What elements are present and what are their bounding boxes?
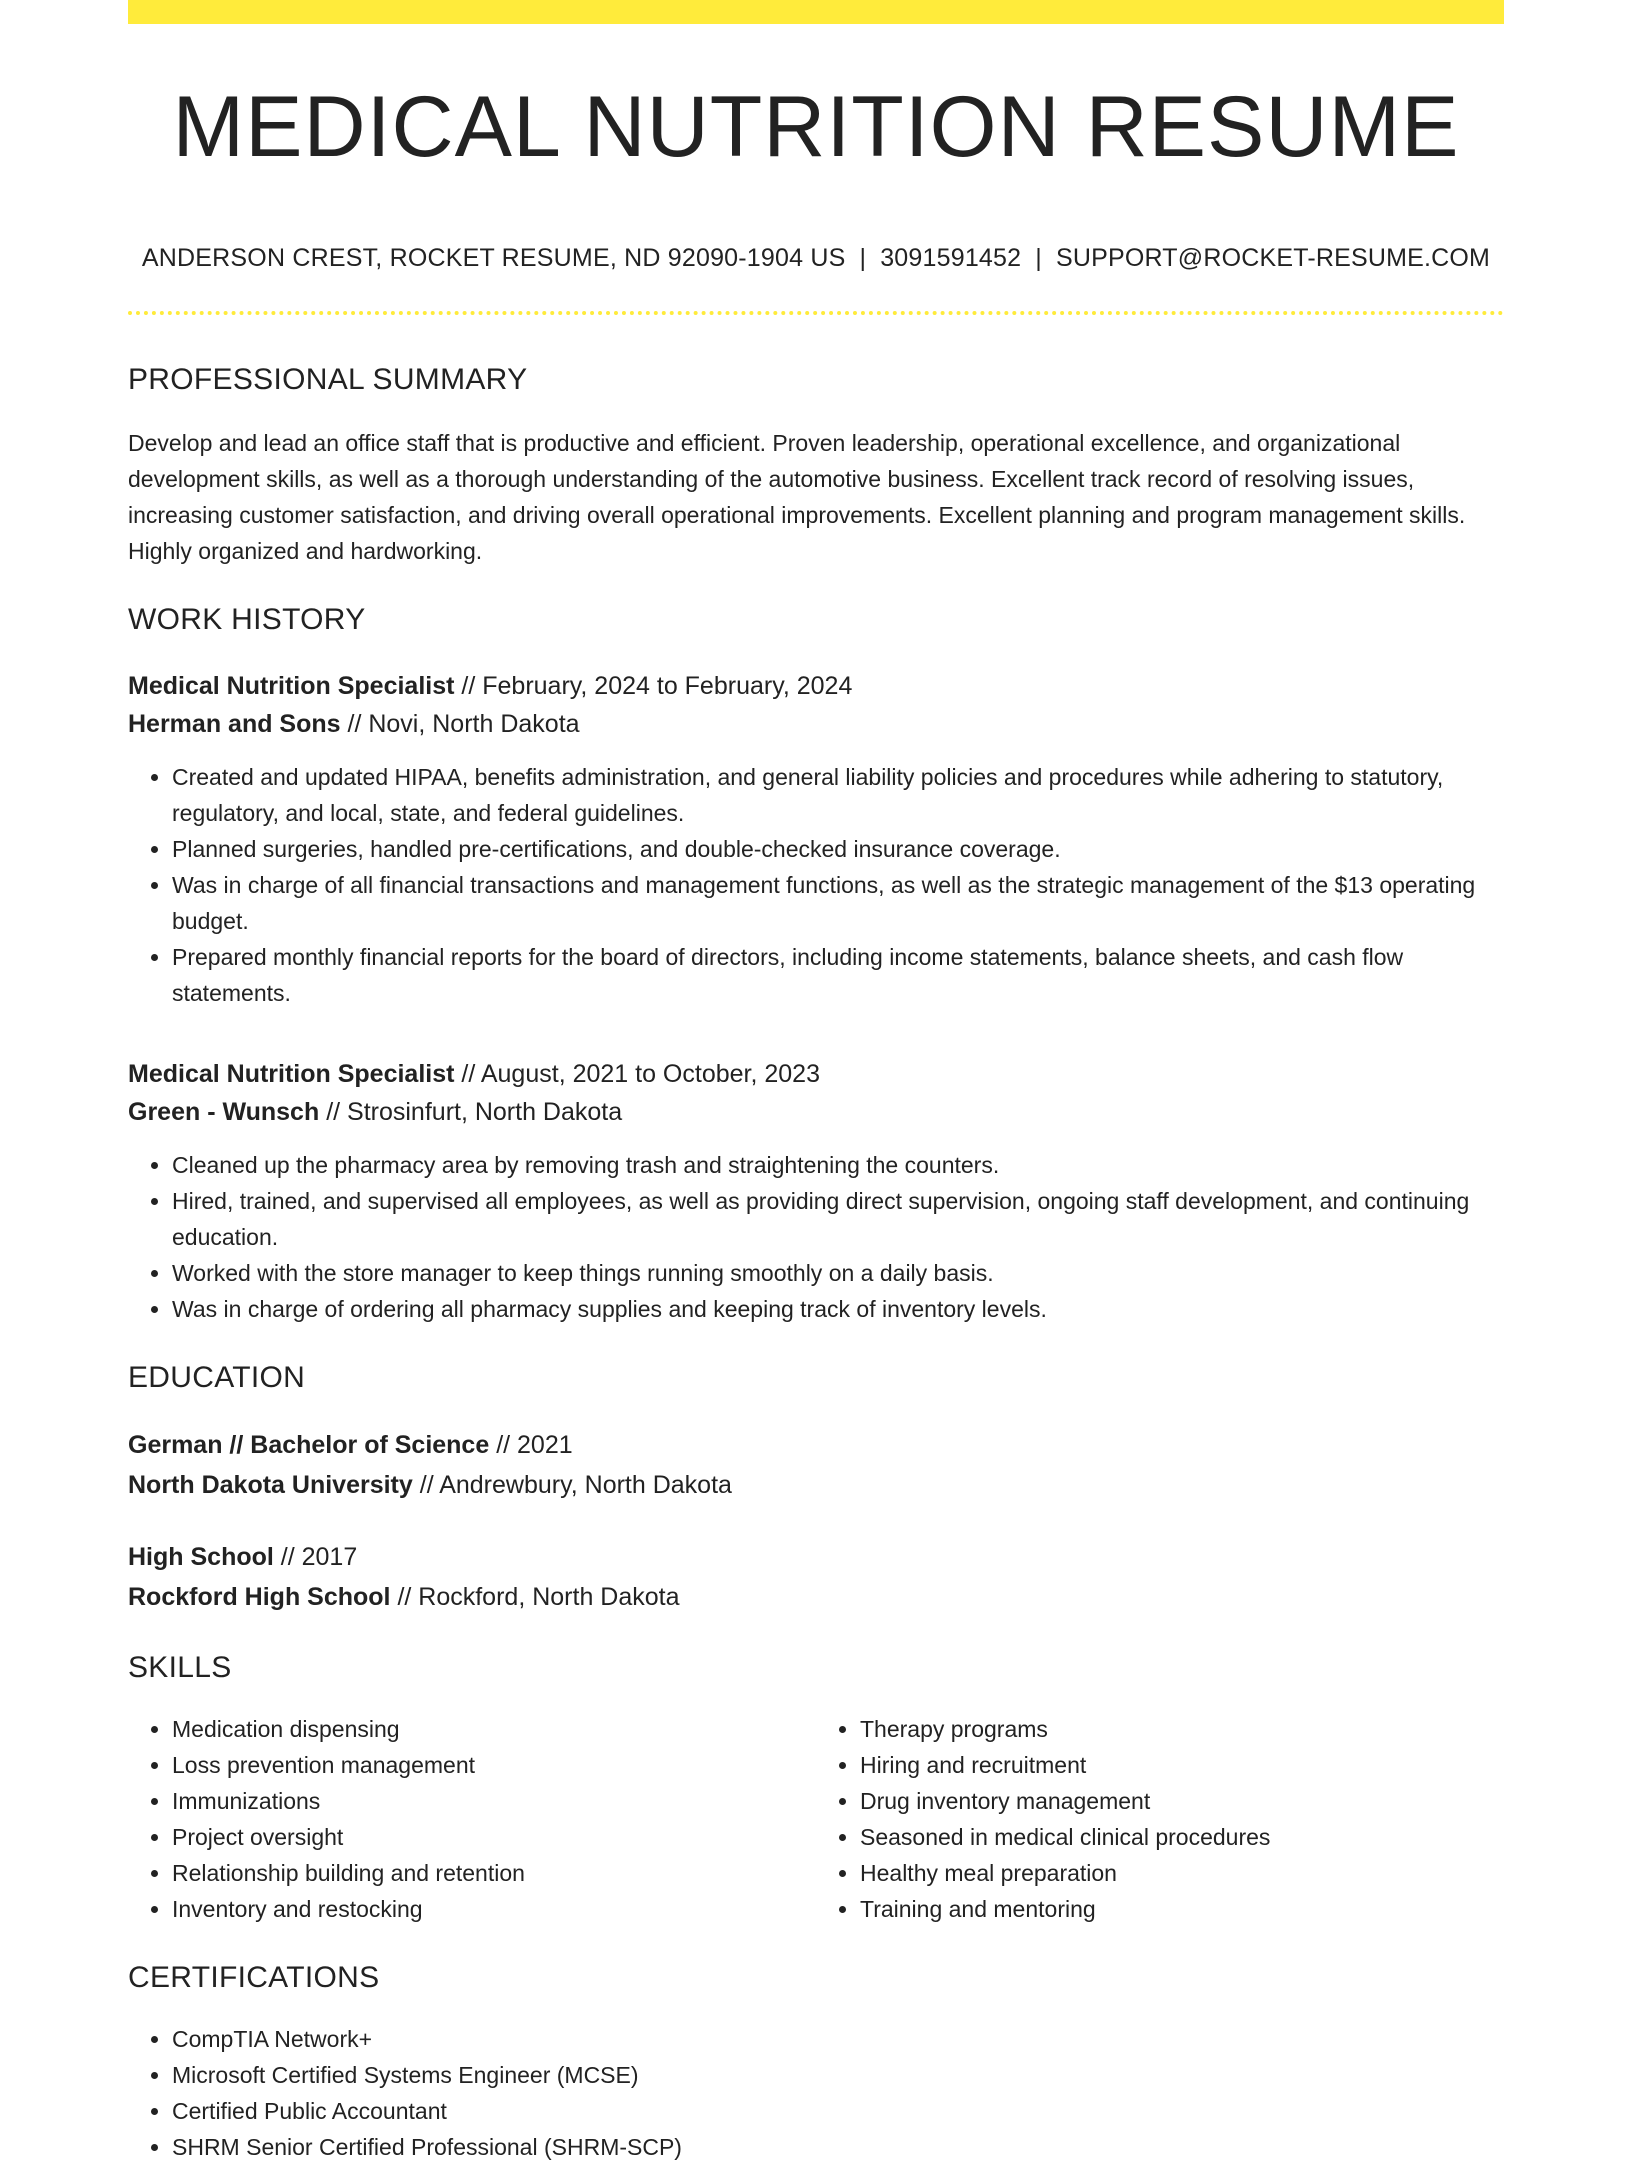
job-dates: // August, 2021 to October, 2023: [454, 1060, 820, 1088]
summary-text: Develop and lead an office staff that is productive and efficient. Proven leadership, operational excellence, and organizational development skills, as well as a thorough understanding of the automotive business. Excellent track record of resolving issues, increasing customer satisfaction, and driving overall operational improvements. Excellent planning and program management skills. Highly organized and hardworking.: [128, 430, 1466, 564]
job-company-line: [128, 705, 1504, 743]
list-item: • Cleaned up the pharmacy area by removing trash and straightening the counters.: [172, 1147, 1504, 1183]
skills-list-left: [128, 1711, 816, 1927]
education-location: // Rockford, North Dakota: [390, 1583, 680, 1611]
list-item: • Prepared monthly financial reports for the board of directors, including income statements, balance sheets, and cash flow statements.: [172, 939, 1504, 1011]
list-item: • Planned surgeries, handled pre-certifications, and double-checked insurance coverage.: [172, 831, 1504, 867]
list-item: • Hired, trained, and supervised all employees, as well as providing direct supervision, ongoing staff development, and continuing education.: [172, 1183, 1504, 1255]
list-item: • Inventory and restocking: [172, 1891, 816, 1927]
job-company: Herman and Sons: [128, 710, 341, 738]
job-location: // Strosinfurt, North Dakota: [319, 1098, 623, 1126]
list-item: • Project oversight: [172, 1819, 816, 1855]
education-entry: [128, 1537, 1504, 1617]
education-entry: [128, 1425, 1504, 1505]
list-item: • SHRM Senior Certified Professional (SHRM-SCP): [172, 2129, 1504, 2165]
job-bullets: [128, 1147, 1504, 1327]
list-item: • Therapy programs: [860, 1711, 1504, 1747]
job-entry: [128, 667, 1504, 1011]
list-item: • Training and mentoring: [860, 1891, 1504, 1927]
section-title-work-history: WORK HISTORY: [128, 603, 366, 636]
education-school-line: [128, 1577, 1504, 1617]
contact-phone: 3091591452: [880, 244, 1022, 272]
education-degree-line: [128, 1537, 1504, 1577]
list-item: • Created and updated HIPAA, benefits administration, and general liability policies and procedures while adhering to statutory, regulatory, and local, state, and federal guidelines.: [172, 759, 1504, 831]
list-item: • Immunizations: [172, 1783, 816, 1819]
job-dates: // February, 2024 to February, 2024: [454, 672, 853, 700]
job-role-line: [128, 667, 1504, 705]
list-item: • Drug inventory management: [860, 1783, 1504, 1819]
list-item: • Worked with the store manager to keep things running smoothly on a daily basis.: [172, 1255, 1504, 1291]
resume-title: MEDICAL NUTRITION RESUME: [172, 79, 1460, 175]
list-item: • Was in charge of all financial transactions and management functions, as well as the strategic management of the $13 operating budget.: [172, 867, 1504, 939]
job-bullets: [128, 759, 1504, 1011]
list-item: • CompTIA Network+: [172, 2021, 1504, 2057]
job-role: Medical Nutrition Specialist: [128, 1060, 455, 1088]
list-item: • Healthy meal preparation: [860, 1855, 1504, 1891]
education-school: Rockford High School: [128, 1583, 391, 1611]
job-role-line: [128, 1055, 1504, 1093]
section-title-certifications: CERTIFICATIONS: [128, 1961, 380, 1994]
job-company-line: [128, 1093, 1504, 1131]
job-company: Green - Wunsch: [128, 1098, 320, 1126]
education-year: // 2021: [489, 1431, 573, 1459]
certifications-list: [128, 2021, 1504, 2165]
top-accent-bar: [128, 0, 1504, 24]
education-degree: High School: [128, 1543, 274, 1571]
education-year: // 2017: [273, 1543, 358, 1571]
list-item: • Was in charge of ordering all pharmacy supplies and keeping track of inventory levels.: [172, 1291, 1504, 1327]
contact-email: SUPPORT@ROCKET-RESUME.COM: [1055, 244, 1491, 272]
education-school-line: [128, 1465, 1504, 1505]
education-school: North Dakota University: [128, 1471, 413, 1499]
list-item: • Loss prevention management: [172, 1747, 816, 1783]
list-item: • Hiring and recruitment: [860, 1747, 1504, 1783]
section-title-skills: SKILLS: [128, 1651, 232, 1684]
list-item: • Relationship building and retention: [172, 1855, 816, 1891]
list-item: • Medication dispensing: [172, 1711, 816, 1747]
contact-line: [128, 244, 1504, 273]
section-title-summary: PROFESSIONAL SUMMARY: [128, 363, 528, 396]
education-degree-line: [128, 1425, 1504, 1465]
dotted-divider: [128, 311, 1504, 315]
resume-page: [128, 0, 1504, 2165]
contact-address: ANDERSON CREST, ROCKET RESUME, ND 92090-1904 US: [141, 244, 846, 272]
list-item: • Seasoned in medical clinical procedures: [860, 1819, 1504, 1855]
education-location: // Andrewbury, North Dakota: [412, 1471, 732, 1499]
contact-separator: |: [1035, 244, 1042, 272]
section-title-education: EDUCATION: [128, 1361, 306, 1394]
contact-separator: |: [859, 244, 867, 272]
list-item: • Certified Public Accountant: [172, 2093, 1504, 2129]
job-entry: [128, 1055, 1504, 1327]
skills-list-right: [816, 1711, 1504, 1927]
skills-columns: [128, 1711, 1504, 1927]
list-item: • Microsoft Certified Systems Engineer (MCSE): [172, 2057, 1504, 2093]
job-location: // Novi, North Dakota: [340, 710, 580, 738]
job-role: Medical Nutrition Specialist: [128, 672, 455, 700]
education-degree: German // Bachelor of Science: [128, 1431, 490, 1459]
